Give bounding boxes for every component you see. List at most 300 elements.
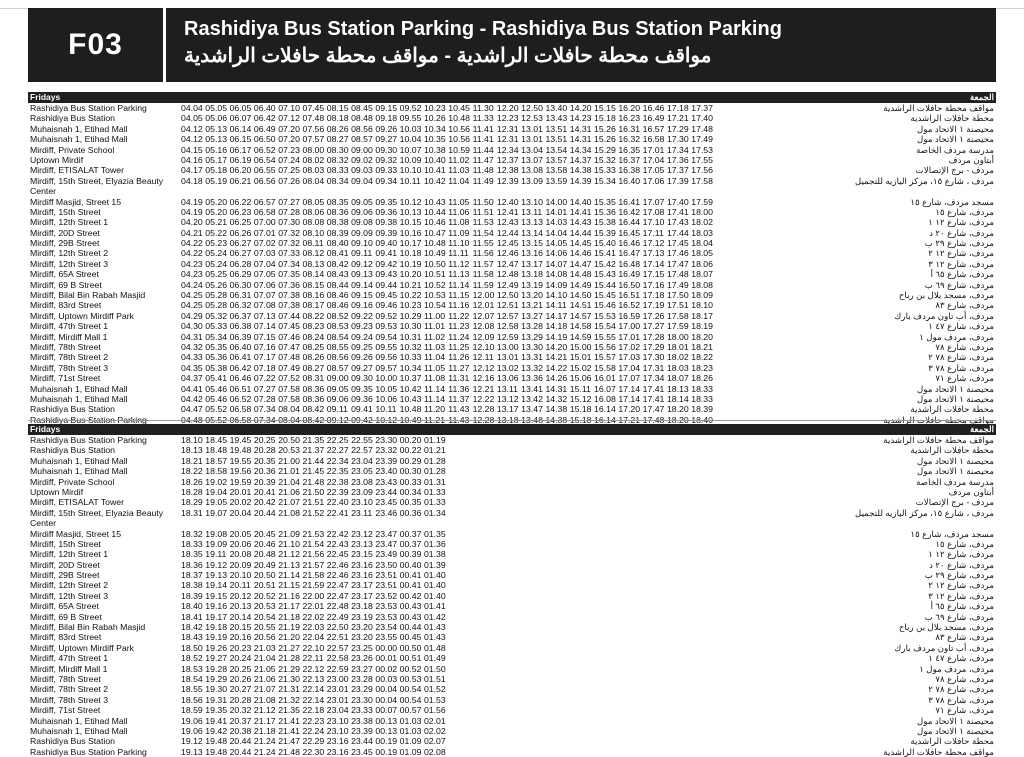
departure-time: 18.21 (691, 342, 713, 352)
departure-time: 11.53 (472, 217, 494, 228)
departure-time: 17.28 (642, 331, 665, 342)
departure-time: 10.40 (423, 154, 446, 165)
departure-time: 23.40 (375, 466, 398, 477)
departure-time: 11.05 (448, 196, 470, 207)
departure-time: 09.11 (351, 248, 373, 259)
departure-time: 20.14 (229, 611, 252, 622)
departure-time: 11.15 (448, 290, 470, 301)
departure-time: 12.38 (496, 165, 519, 176)
departure-time: 23.05 (351, 466, 373, 477)
departure-times (181, 747, 448, 757)
departure-time: 08.36 (302, 383, 325, 394)
table-row (28, 477, 996, 487)
stop-name-arabic: مردف، شارع ٢٠ د (929, 227, 994, 238)
stop-name-arabic: مردف - برج الإتصالات (915, 165, 994, 176)
departure-time: 12.46 (496, 248, 519, 259)
departure-time: 07.22 (253, 373, 276, 384)
departure-time: 07.33 (278, 248, 300, 259)
departure-time: 11.14 (423, 383, 446, 394)
departure-time: 13.07 (521, 154, 543, 165)
departure-times (181, 228, 716, 238)
departure-time: 10.38 (423, 144, 446, 155)
departure-time: 17.44 (666, 227, 689, 238)
departure-time: 20.12 (229, 590, 252, 601)
departure-time: 18.21 (181, 455, 203, 466)
departure-time: 19.14 (205, 580, 228, 591)
departure-time: 17.26 (642, 310, 665, 321)
departure-time: 01.41 (423, 601, 446, 612)
departure-time: 18.13 (181, 445, 203, 456)
departure-time: 12.50 (521, 103, 543, 113)
departure-time: 14.06 (545, 248, 568, 259)
departure-time: 21.10 (278, 538, 300, 549)
departure-time: 09.55 (375, 342, 398, 352)
departure-times (181, 321, 716, 331)
departure-time: 20.49 (253, 559, 276, 570)
departure-time: 19.19 (205, 632, 228, 643)
table-row (28, 332, 996, 342)
departure-time: 20.11 (229, 580, 251, 591)
departure-time: 08.56 (351, 123, 373, 134)
departure-time: 10.35 (423, 134, 446, 145)
departure-time: 17.58 (666, 310, 689, 321)
departure-time: 20.39 (253, 476, 276, 487)
departure-time: 14.09 (545, 279, 568, 290)
stop-name-arabic: مردف، شارع ٤٧ ١ (928, 321, 994, 332)
departure-time: 09.41 (375, 248, 398, 259)
departure-time: 15.18 (569, 404, 592, 415)
departure-time: 07.12 (278, 113, 300, 124)
departure-time: 07.18 (253, 362, 276, 373)
departure-time: 06.17 (229, 144, 252, 155)
departure-time: 09.45 (375, 290, 398, 301)
departure-time: 05.06 (205, 113, 228, 124)
departure-time: 07.49 (278, 362, 300, 373)
departure-time: 15.01 (569, 352, 592, 363)
departure-time: 07.23 (278, 144, 300, 155)
departure-time: 19.11 (205, 549, 227, 560)
departure-time: 04.18 (181, 175, 203, 186)
departure-time: 19.26 (205, 642, 228, 653)
departure-time: 17.40 (691, 113, 713, 124)
departure-time: 11.04 (423, 352, 446, 363)
departure-time: 06.38 (229, 321, 252, 332)
table-row (28, 165, 996, 175)
departure-time: 20.48 (253, 549, 276, 560)
departure-times (181, 549, 448, 559)
departure-time: 22.10 (302, 642, 325, 653)
departure-time: 09.12 (351, 258, 373, 269)
departure-time: 14.00 (545, 196, 568, 207)
departure-time: 14.20 (569, 103, 592, 113)
departure-time: 20.46 (253, 538, 276, 549)
departure-time: 10.56 (448, 134, 471, 145)
departure-time: 01.09 (399, 746, 422, 757)
stop-name-english: Muhaisnah 1, Etihad Mall (30, 725, 128, 736)
departure-time: 09.43 (375, 269, 398, 280)
stop-name-arabic: مردف، مسجد بلال بن رباح (898, 290, 994, 301)
departure-time: 07.58 (278, 383, 300, 394)
departure-time: 10.44 (423, 206, 446, 217)
departure-time: 14.38 (545, 404, 568, 415)
departure-time: 04.41 (181, 383, 203, 394)
departure-times (181, 290, 716, 300)
departure-time: 22.38 (326, 476, 349, 487)
stop-name-arabic: محيصنة ١ الاتحاد مول (917, 123, 994, 134)
table-row (28, 311, 996, 321)
table-row (28, 529, 996, 539)
departure-time: 08.24 (302, 331, 325, 342)
stop-name-arabic: مردف - برج الإتصالات (915, 497, 994, 508)
departure-time: 01.50 (423, 663, 446, 674)
departure-time: 06.26 (229, 227, 252, 238)
departure-times (181, 497, 448, 507)
departure-time: 13.20 (521, 290, 543, 301)
departure-time: 09.25 (351, 342, 373, 352)
departure-time: 21.05 (253, 663, 276, 674)
departure-time: 02.02 (423, 725, 446, 736)
departure-time: 07.57 (302, 134, 325, 145)
departure-time: 14.46 (569, 248, 592, 259)
departure-time: 10.30 (399, 321, 422, 332)
departure-time: 16.48 (618, 258, 641, 269)
departure-time: 01.09 (399, 736, 422, 747)
departure-time: 13.01 (521, 123, 543, 134)
stop-name-english: Mirdiff, 29B Street (30, 238, 100, 249)
departure-time: 12.12 (472, 362, 495, 373)
departure-time: 13.36 (521, 373, 543, 384)
departure-time: 06.42 (253, 113, 276, 124)
departure-time: 07.01 (253, 227, 276, 238)
departure-time: 18.20 (691, 331, 713, 342)
stop-name-arabic: مواقف محطة حافلات الراشدية (883, 746, 994, 757)
departure-time: 04.04 (181, 103, 203, 113)
stop-name-arabic: مردف، شارع ١٥ (935, 538, 994, 549)
departure-time: 15.15 (594, 103, 616, 113)
departure-time: 18.54 (181, 674, 203, 684)
departure-time: 14.50 (569, 290, 592, 301)
departure-time: 21.28 (278, 653, 300, 664)
departure-time: 16.49 (618, 269, 641, 280)
departure-time: 10.07 (399, 144, 422, 155)
departure-time: 18.33 (181, 538, 203, 549)
departure-times (181, 684, 448, 694)
departure-time: 11.03 (448, 165, 470, 176)
departure-time: 17.45 (666, 238, 689, 249)
departure-time: 08.46 (326, 290, 349, 301)
departure-time: 04.25 (181, 300, 203, 311)
departure-time: 21.57 (302, 559, 325, 570)
departure-time: 18.05 (691, 248, 713, 259)
departure-time: 06.56 (253, 175, 276, 186)
departure-time: 19.41 (205, 715, 228, 726)
departure-time: 12.11 (472, 352, 494, 363)
departure-time: 12.44 (496, 227, 519, 238)
departure-time: 15.38 (594, 217, 616, 228)
departure-time: 09.54 (375, 331, 398, 342)
departure-time: 20.10 (229, 570, 252, 581)
departure-time: 20.44 (229, 736, 252, 747)
departure-times (181, 311, 716, 321)
departure-time: 14.41 (569, 206, 592, 217)
departure-time: 23.16 (351, 570, 373, 581)
stop-name-arabic: مردف، شارع ١٢ ٢ (928, 580, 994, 591)
table-row (28, 300, 996, 310)
departure-time: 14.34 (569, 144, 592, 155)
departure-time: 06.55 (253, 165, 276, 176)
departure-time: 11.27 (448, 362, 470, 373)
stop-name-english: Mirdiff, 12th Street 3 (30, 258, 109, 269)
departure-time: 20.16 (229, 632, 252, 643)
departure-time: 13.59 (545, 175, 568, 186)
departure-time: 17.41 (642, 393, 665, 404)
table-row (28, 580, 996, 590)
departure-time: 21.18 (278, 611, 300, 622)
departure-time: 14.59 (569, 331, 592, 342)
departure-time: 17.51 (666, 300, 689, 311)
table-row (28, 684, 996, 694)
departure-time: 10.19 (399, 258, 422, 269)
departure-time: 19.35 (205, 705, 228, 716)
departure-time: 06.39 (229, 331, 252, 342)
departure-time: 19.02 (205, 476, 228, 487)
departure-time: 07.05 (253, 269, 276, 280)
departure-time: 01.40 (423, 570, 446, 581)
stop-name-english: Mirdiff, 12th Street 1 (30, 549, 109, 560)
stop-name-arabic: مدرسة مردف الخاصة (916, 476, 994, 487)
departure-time: 12.59 (496, 331, 519, 342)
departure-time: 14.21 (545, 352, 568, 363)
departure-time: 09.05 (351, 196, 373, 207)
departure-time: 05.05 (205, 103, 228, 113)
departure-time: 07.45 (278, 321, 300, 332)
departure-time: 11.26 (448, 352, 470, 363)
departure-time: 19.18 (205, 622, 228, 633)
departure-time: 13.04 (521, 144, 543, 155)
departure-time: 05.21 (205, 217, 228, 228)
departure-time: 13.42 (521, 393, 543, 404)
departure-time: 23.18 (351, 601, 373, 612)
departure-time: 19.30 (205, 684, 228, 695)
stop-name-english: Rashidiya Bus Station (30, 445, 115, 456)
stop-name-arabic: محطة حافلات الراشدية (910, 445, 994, 456)
departure-time: 09.55 (399, 113, 422, 124)
departure-time: 17.01 (642, 144, 665, 155)
departure-time: 08.53 (326, 321, 349, 332)
departure-time: 15.41 (594, 248, 616, 259)
departure-time: 11.41 (472, 123, 494, 134)
departure-time: 23.04 (351, 455, 373, 466)
departure-time: 05.28 (205, 290, 228, 301)
departure-time: 08.55 (326, 342, 349, 352)
departure-times (181, 176, 716, 186)
departure-time: 06.57 (253, 196, 276, 207)
departure-time: 09.22 (351, 310, 373, 321)
departure-times (181, 217, 716, 227)
departure-time: 05.46 (205, 383, 228, 394)
departure-time: 05.18 (205, 165, 228, 176)
departure-time: 17.43 (666, 217, 689, 228)
departure-time: 09.26 (351, 352, 373, 363)
departure-time: 14.03 (545, 217, 568, 228)
table-row (28, 643, 996, 653)
departure-time: 16.20 (618, 103, 641, 113)
departure-time: 18.07 (691, 269, 713, 280)
departure-time: 18.14 (666, 393, 689, 404)
departure-time: 17.49 (666, 279, 689, 290)
departure-time: 12.28 (472, 404, 495, 415)
departure-time: 08.14 (302, 269, 325, 280)
departure-time: 10.05 (375, 383, 398, 394)
departure-time: 07.32 (278, 227, 300, 238)
departure-time: 07.28 (278, 206, 300, 217)
departure-time: 23.16 (326, 736, 349, 747)
table-row (28, 145, 996, 155)
route-code: F03 (68, 28, 123, 61)
stop-name-english: Mirdiff, Bilal Bin Rabah Masjid (30, 290, 146, 301)
departure-times (181, 560, 448, 570)
departure-time: 10.10 (399, 165, 422, 176)
departure-time: 14.05 (545, 238, 568, 249)
departure-times (181, 363, 716, 373)
departure-time: 23.50 (375, 559, 398, 570)
departure-time: 10.33 (399, 352, 422, 363)
departure-time: 13.31 (521, 352, 543, 363)
departure-time: 06.20 (229, 165, 252, 176)
departure-time: 14.58 (569, 321, 592, 332)
departure-times (181, 580, 448, 590)
departure-time: 15.56 (594, 342, 616, 352)
departure-time: 11.06 (448, 206, 470, 217)
departure-time: 07.17 (253, 352, 276, 363)
departure-time: 21.04 (253, 653, 276, 664)
departure-time: 18.29 (181, 497, 203, 508)
stop-name-english: Mirdiff Masjid, Street 15 (30, 528, 122, 539)
departure-time: 19.13 (181, 746, 203, 757)
departure-time: 05.34 (205, 331, 228, 342)
departure-time: 16.46 (618, 238, 641, 249)
table-row (28, 217, 996, 227)
departure-time: 04.33 (181, 352, 203, 363)
departure-times (181, 529, 448, 539)
table-row (28, 487, 996, 497)
departure-time: 15.29 (594, 144, 616, 155)
departure-time: 18.02 (691, 217, 713, 228)
stop-name-english: Mirdiff, 15th Street, Elyazia Beauty Center (30, 507, 164, 529)
departure-time: 22.57 (351, 445, 373, 456)
departure-time: 23.53 (375, 611, 398, 622)
departure-time: 12.07 (472, 310, 495, 321)
departure-time: 10.26 (423, 113, 446, 124)
departure-time: 13.11 (521, 206, 543, 217)
departure-time: 06.29 (229, 269, 252, 280)
departure-time: 00.50 (399, 642, 422, 653)
departure-time: 07.52 (278, 373, 300, 384)
section-divider (28, 420, 996, 421)
stop-name-arabic: مردف، مردف مول ١ (919, 663, 994, 674)
departure-time: 23.10 (326, 715, 349, 726)
departure-time: 21.35 (278, 705, 300, 716)
stop-name-english: Rashidiya Bus Station (30, 404, 115, 415)
departure-time: 22.46 (326, 570, 349, 581)
departure-time: 07.07 (253, 290, 276, 301)
departure-time: 16.59 (618, 310, 641, 321)
departure-time: 23.55 (375, 632, 398, 643)
departure-time: 06.21 (229, 175, 252, 186)
departure-time: 11.08 (423, 373, 446, 384)
departure-time: 08.30 (326, 144, 349, 155)
departure-time: 09.03 (351, 165, 373, 176)
table-row (28, 342, 996, 352)
departure-time: 22.46 (326, 559, 349, 570)
stop-name-english: Mirdiff, 78th Street (30, 674, 101, 684)
departure-time: 09.24 (351, 331, 373, 342)
departure-time: 06.40 (253, 103, 276, 113)
departure-time: 17.14 (618, 393, 641, 404)
departure-time: 11.08 (448, 217, 470, 228)
table-row (28, 248, 996, 258)
departure-time: 04.20 (181, 217, 203, 228)
departure-time: 23.11 (351, 507, 373, 518)
departure-time: 22.24 (302, 725, 325, 736)
departure-times (181, 622, 448, 632)
departure-time: 22.35 (326, 466, 349, 477)
stop-name-english: Mirdiff, 83rd Street (30, 300, 102, 311)
departure-times (181, 664, 448, 674)
departure-time: 16.44 (618, 217, 641, 228)
departure-time: 08.45 (351, 103, 373, 113)
departure-time: 06.58 (253, 206, 276, 217)
table-row (28, 674, 996, 684)
departure-time: 04.25 (181, 290, 203, 301)
departure-times (181, 134, 716, 144)
departure-time: 18.20 (666, 404, 689, 415)
departure-time: 18.28 (181, 486, 203, 497)
departure-time: 05.38 (205, 362, 228, 373)
departure-time: 13.40 (545, 103, 568, 113)
departure-time: 17.34 (642, 373, 665, 384)
departure-time: 13.13 (521, 217, 543, 228)
stop-name-english: Mirdiff, 78th Street (30, 342, 101, 352)
departure-times (181, 124, 716, 134)
stop-name-english: Mirdiff, 12th Street 2 (30, 248, 109, 259)
table-row (28, 497, 996, 507)
departure-time: 09.35 (351, 383, 373, 394)
departure-time: 04.30 (181, 321, 203, 332)
table-row (28, 560, 996, 570)
departure-time: 18.53 (181, 663, 203, 674)
stop-name-english: Mirdiff, 15th Street (30, 538, 101, 549)
departure-time: 07.56 (302, 123, 325, 134)
table-row (28, 549, 996, 559)
departure-time: 00.54 (399, 694, 422, 705)
stop-name-english: Mirdiff, 65A Street (30, 269, 99, 280)
departure-time: 04.32 (181, 342, 203, 352)
departure-time: 21.32 (278, 694, 300, 705)
departure-time: 11.48 (472, 165, 494, 176)
departure-times (181, 632, 448, 642)
departure-time: 10.12 (399, 196, 422, 207)
departure-time: 05.41 (205, 373, 228, 384)
departure-time: 20.52 (253, 590, 276, 601)
departure-times (181, 601, 448, 611)
departure-time: 07.13 (253, 310, 276, 321)
departure-time: 08.43 (326, 269, 349, 280)
stop-name-english: Muhaisnah 1, Etihad Mall (30, 134, 128, 145)
departure-time: 20.38 (229, 725, 252, 736)
departure-time: 10.42 (399, 383, 422, 394)
departure-time: 23.45 (375, 497, 398, 508)
